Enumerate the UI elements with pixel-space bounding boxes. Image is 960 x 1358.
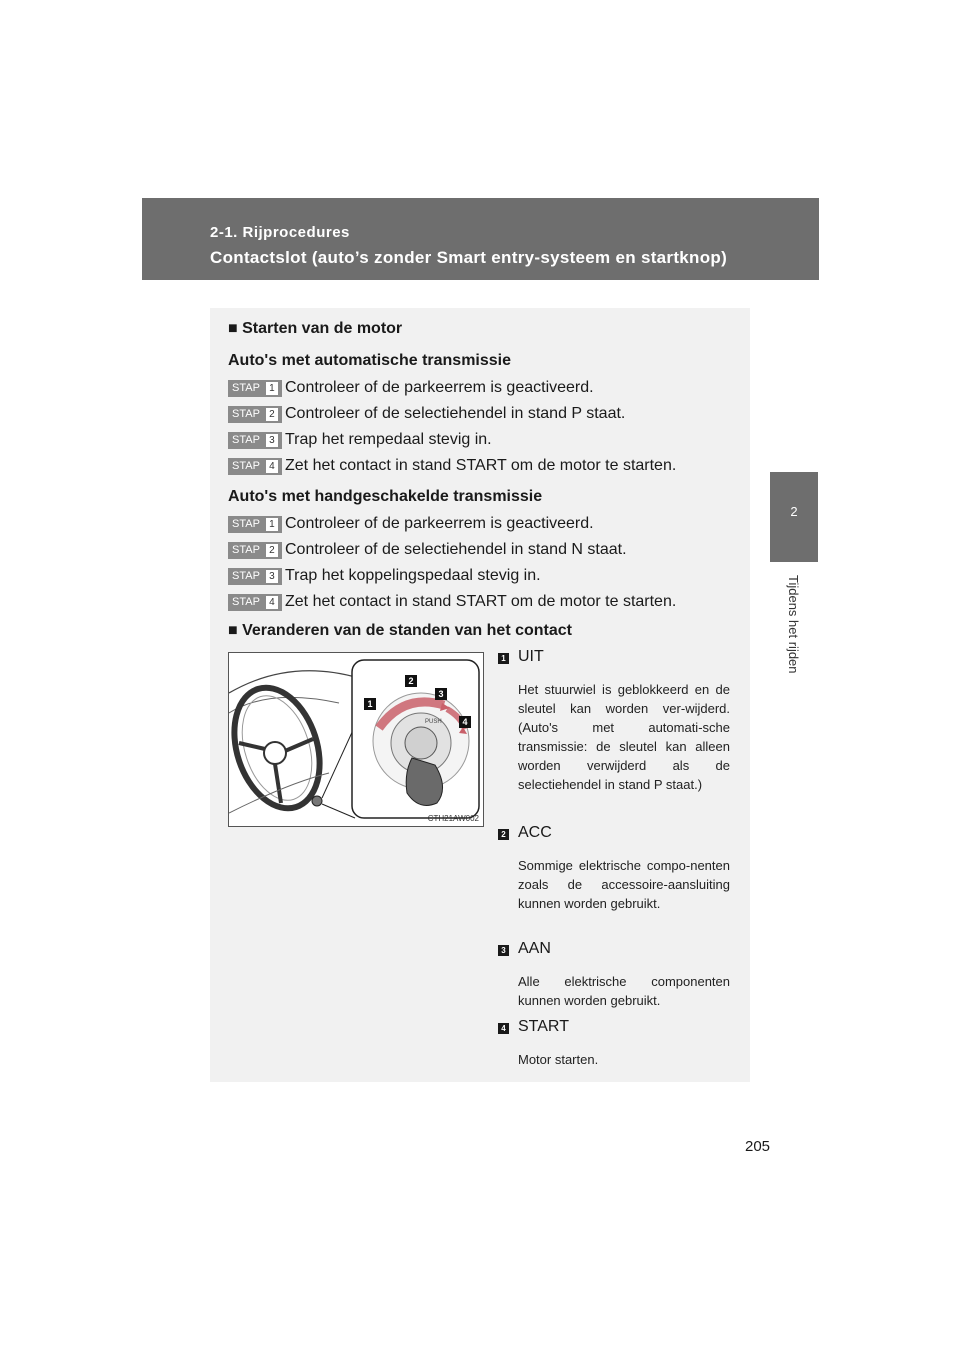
step-badge: STAP 4 [228,594,282,611]
manual-step-4 [228,592,676,612]
step-text: Controleer of de parkeerrem is geactiveerd. [285,379,594,396]
figure-code: CTH21AW002 [427,814,479,823]
heading-manual: Auto's met handgeschakelde transmissie [228,488,543,505]
auto-step-3 [228,430,492,450]
auto-step-1 [228,378,594,398]
position-name: AAN [518,940,551,957]
page-title: Contactslot (auto’s zonder Smart entry-systeem en startknop) [210,248,728,267]
section-title: 2-1. Rijprocedures [210,224,350,241]
step-text: Zet het contact in stand START om de motor te starten. [285,593,677,610]
position-description: Motor starten. [518,1052,599,1067]
manual-step-3 [228,566,541,586]
auto-step-4 [228,456,676,476]
heading-automatic: Auto's met automatische transmissie [228,352,511,369]
heading-starting-engine: ■ Starten van de motor [228,320,403,337]
position-item-3 [498,940,730,1010]
position-name: ACC [518,824,552,841]
callout-4: 4 [462,717,468,727]
step-badge: STAP 1 [228,516,282,533]
chapter-header [142,198,819,280]
position-marker: 2 [498,829,509,840]
position-item-4 [498,1018,730,1074]
step-badge: STAP 3 [228,568,282,585]
position-marker: 1 [498,653,509,664]
position-name: START [518,1018,569,1035]
manual-step-2 [228,540,627,560]
heading-ignition-positions: ■ Veranderen van de standen van het contact [228,622,572,639]
content-panel [210,308,750,1082]
callout-2: 2 [408,676,414,686]
position-marker: 3 [498,945,509,956]
auto-step-2 [228,404,625,424]
step-badge: STAP 4 [228,458,282,475]
step-text: Controleer of de selectiehendel in stand P staat. [285,405,626,422]
position-item-2 [498,824,730,934]
step-badge: STAP 2 [228,542,282,559]
step-badge: STAP 1 [228,380,282,397]
ignition-illustration [228,652,484,827]
position-description: Alle elektrische componenten kunnen worden gebruikt. [518,974,730,1008]
position-name: UIT [518,648,544,665]
step-badge: STAP 2 [228,406,282,423]
manual-step-1 [228,514,594,534]
page-number: 205 [745,1138,771,1155]
position-description: Het stuurwiel is geblokkeerd en de sleutel kan worden ver-wijderd. (Auto's met automati-sche transmissie: de sleutel kan alleen worden verwijderd als de selectiehendel in stand P staat.) [518,682,730,792]
position-marker: 4 [498,1023,509,1034]
step-text: Controleer of de parkeerrem is geactiveerd. [285,515,594,532]
push-label: PUSH [425,719,442,725]
position-item-1 [498,648,730,818]
chapter-tab [770,472,818,562]
chapter-number: 2 [790,504,798,519]
step-text: Trap het koppelingspedaal stevig in. [285,567,541,584]
position-description: Sommige elektrische compo-nenten zoals de accessoire-aansluiting kunnen worden gebruikt. [518,858,730,911]
ignition-drawing [229,653,483,826]
callout-3: 3 [438,689,444,699]
step-text: Controleer of de selectiehendel in stand N staat. [285,541,627,558]
step-badge: STAP 3 [228,432,282,449]
step-text: Zet het contact in stand START om de motor te starten. [285,457,677,474]
chapter-label: Tijdens het rijden [786,575,801,674]
step-text: Trap het rempedaal stevig in. [285,431,492,448]
callout-1: 1 [367,699,373,709]
